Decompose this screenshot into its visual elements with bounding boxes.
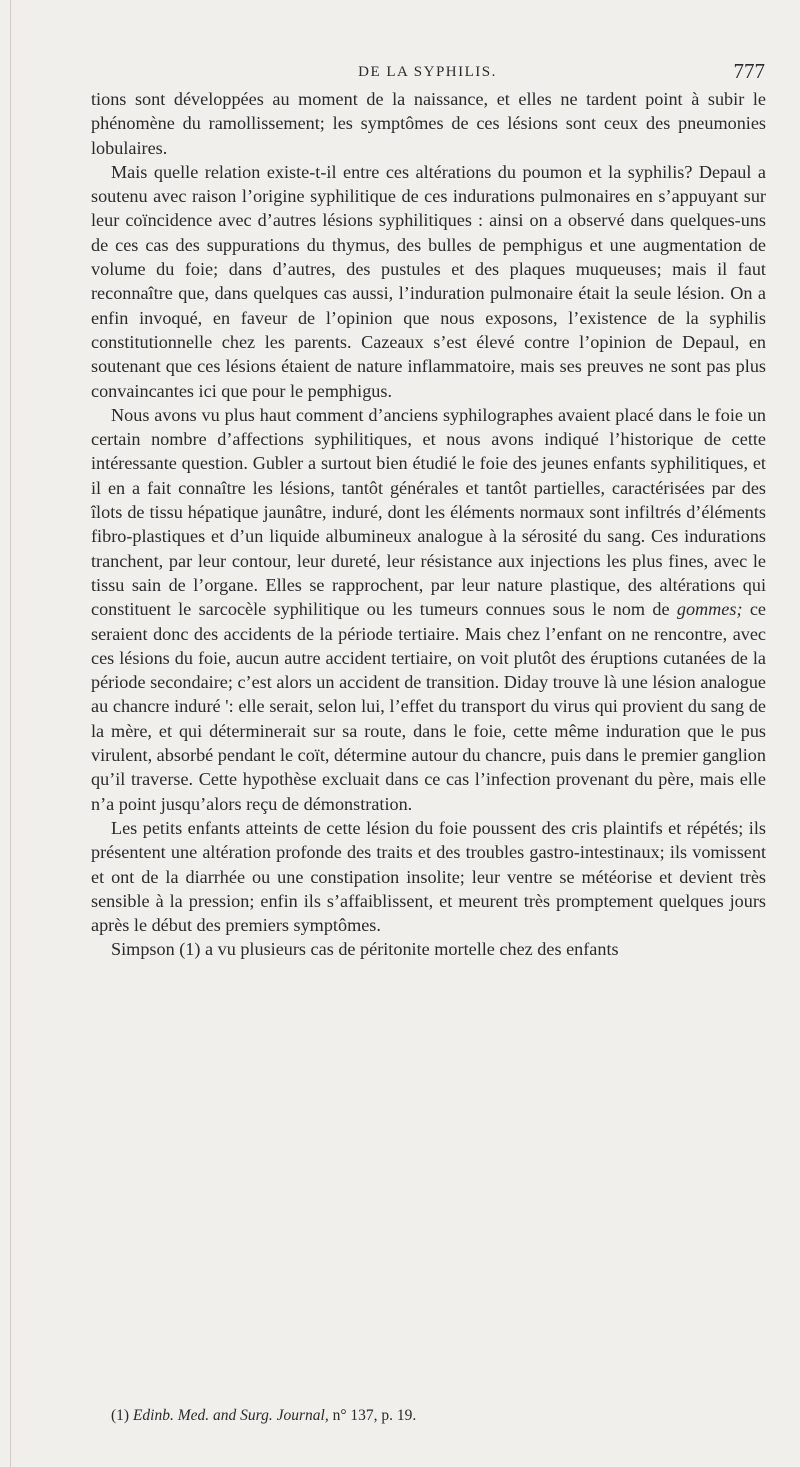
footnote-detail: n° 137, p. 19.: [332, 1407, 417, 1424]
paragraph-3-part-1: Nous avons vu plus haut comment d’anciens syphilographes avaient placé dans le foie un certain nombre d’affections syphilitiques, et nous avons indiqué l’historique de cette intéressante question. Gubler a surtout bien étudié le foie des jeunes enfants syphilitiques, et il en a fait connaître les lésions, tantôt générales et tantôt partielles, caractérisées par des îlots de tissu hépatique jaunâtre, induré, dont les éléments normaux sont infiltrés d’éléments fibro-plastiques et d’un liquide albumineux analogue à la sérosité du sang. Ces indurations tranchent, par leur contour, leur dureté, leur résistance aux injections les plus fines, avec le tissu sain de l’organe. Elles se rapprochent, par leur nature plastique, des altérations qui constituent le sarcocèle syphilitique ou les tumeurs connues sous le nom de: [91, 404, 766, 620]
footnote-source: Edinb. Med. and Surg. Journal,: [132, 1407, 329, 1424]
body-text: [91, 87, 766, 962]
binding-edge: [10, 0, 11, 1467]
page-number: 777: [733, 59, 765, 83]
page-header: [90, 60, 765, 84]
paragraph-5: Simpson (1) a vu plusieurs cas de péritonite mortelle chez des enfants: [111, 939, 619, 960]
footnote: [111, 1405, 766, 1427]
footnote-marker: (1): [111, 1407, 130, 1424]
paragraph-2: Mais quelle relation existe-t-il entre ces altérations du poumon et la syphilis? Depaul a soutenu avec raison l’origine syphilitique de ces indurations pulmonaires en s’appuyant sur leur coïncidence avec d’autres lésions syphilitiques : ainsi on a observé dans quelques-uns de ces cas des suppurations du thymus, des bulles de pemphigus et une augmentation de volume du foie; dans d’autres, des pustules et des plaques muqueuses; mais il faut reconnaître que, dans quelques cas aussi, l’induration pulmonaire était la seule lésion. On a enfin invoqué, en faveur de l’opinion que nous exposons, l’existence de la syphilis constitutionnelle chez les parents. Cazeaux s’est élevé contre l’opinion de Depaul, en soutenant que ces lésions étaient de nature inflammatoire, mais ses preuves ne sont pas plus convaincantes ici que pour le pemphigus.: [91, 161, 766, 401]
paragraph-3-italic-term: gommes;: [676, 599, 743, 620]
paragraph-1: tions sont développées au moment de la naissance, et elles ne tardent point à subir le phénomène du ramollissement; les symptômes de ces lésions sont ceux des pneumonies lobulaires.: [91, 89, 766, 158]
running-head: DE LA SYPHILIS.: [358, 64, 497, 80]
paragraph-3-part-2: ce seraient donc des accidents de la période tertiaire. Mais chez l’enfant on ne rencontre, avec ces lésions du foie, aucun autre accident tertiaire, on voit plutôt des éruptions cutanées de la période secondaire; c’est alors un accident de transition. Diday trouve là une lésion analogue au chancre induré ': elle serait, selon lui, l’effet du transport du virus qui provient du sang de la mère, et qui déterminerait sur sa route, dans le foie, cette même induration que le pus virulent, absorbé pendant le coït, détermine autour du chancre, puis dans le premier ganglion qu’il traverse. Cette hypothèse excluait dans ce cas l’infection provenant du père, mais elle n’a point jusqu’alors reçu de démonstration.: [91, 599, 766, 814]
paragraph-3: [91, 403, 766, 816]
paragraph-4: Les petits enfants atteints de cette lésion du foie poussent des cris plaintifs et répétés; ils présentent une altération profonde des traits et des troubles gastro-intestinaux; ils vomissent et ont de la diarrhée ou une constipation insolite; leur ventre se météorise et devient très sensible à la pression; enfin ils s’affaiblissent, et meurent très promptement quelques jours après le début des premiers symptômes.: [91, 817, 766, 936]
